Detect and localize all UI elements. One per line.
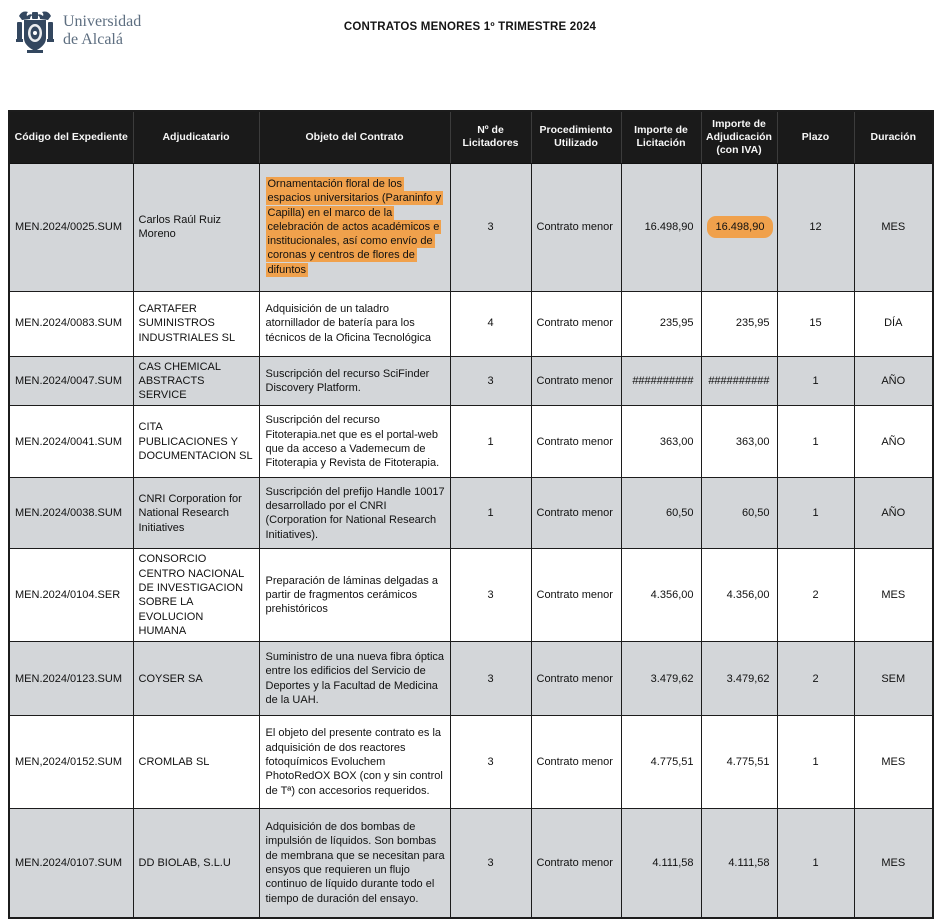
cell-text: 2 xyxy=(812,672,819,685)
cell-importe_licitacion xyxy=(621,716,701,809)
column-header: Importe de Adjudicación (con IVA) xyxy=(701,111,777,163)
cell-duracion xyxy=(854,406,933,478)
cell-codigo xyxy=(9,291,133,356)
cell-procedimiento xyxy=(531,163,621,291)
cell-text: 363,00 xyxy=(659,435,694,448)
cell-licitadores xyxy=(450,163,531,291)
cell-text: Adquisición de dos bombas de impulsión de líquidos. Son bombas de membrana que se necesitan para ensyos que requieren un flujo continuo de líquido durante todo el tiempo de duración del ensayo. xyxy=(265,821,445,905)
cell-licitadores xyxy=(450,642,531,716)
cell-adjudicatario xyxy=(133,406,259,478)
cell-licitadores xyxy=(450,549,531,642)
cell-duracion xyxy=(854,642,933,716)
column-header: Importe de Licitación xyxy=(621,111,701,163)
cell-text: DD BIOLAB, S.L.U xyxy=(138,856,231,869)
cell-adjudicatario xyxy=(133,716,259,809)
table-row xyxy=(9,809,933,918)
cell-importe_licitacion xyxy=(621,478,701,549)
cell-importe_licitacion xyxy=(621,291,701,356)
cell-text: 16.498,90 xyxy=(707,216,774,238)
cell-text: 235,95 xyxy=(735,317,770,330)
cell-text: Contrato menor xyxy=(536,672,613,685)
cell-licitadores xyxy=(450,478,531,549)
cell-plazo xyxy=(777,406,854,478)
cell-text: SEM xyxy=(881,672,906,685)
cell-codigo xyxy=(9,478,133,549)
table-body xyxy=(9,163,933,918)
cell-objeto xyxy=(259,716,450,809)
table-row xyxy=(9,478,933,549)
cell-text: 60,50 xyxy=(741,507,770,520)
university-name-line1: Universidad xyxy=(63,13,142,30)
cell-procedimiento xyxy=(531,549,621,642)
cell-importe_licitacion xyxy=(621,356,701,406)
cell-procedimiento xyxy=(531,716,621,809)
cell-text: AÑO xyxy=(881,374,906,387)
cell-text: CAS CHEMICAL ABSTRACTS SERVICE xyxy=(138,360,221,402)
cell-text: Suscripción del recurso Fitoterapia.net que es el portal-web que da acceso a Vademecum de Fitoterapia y Revista de Fitoterapia. xyxy=(265,414,440,470)
cell-duracion xyxy=(854,291,933,356)
cell-adjudicatario xyxy=(133,478,259,549)
cell-plazo xyxy=(777,716,854,809)
cell-codigo xyxy=(9,406,133,478)
cell-plazo xyxy=(777,291,854,356)
cell-duracion xyxy=(854,809,933,918)
cell-text: AÑO xyxy=(881,435,906,448)
cell-licitadores xyxy=(450,356,531,406)
cell-plazo xyxy=(777,163,854,291)
cell-text: MEN.2024/0038.SUM xyxy=(15,507,122,520)
cell-codigo xyxy=(9,549,133,642)
cell-codigo xyxy=(9,716,133,809)
cell-text: Contrato menor xyxy=(536,435,613,448)
cell-text: CITA PUBLICACIONES Y DOCUMENTACION SL xyxy=(138,421,253,463)
cell-text: 3.479,62 xyxy=(726,672,770,685)
cell-text: Adquisición de un taladro atornillador de batería para los técnicos de la Oficina Tecnológica xyxy=(265,303,432,344)
cell-text: 3 xyxy=(487,589,494,602)
cell-adjudicatario xyxy=(133,809,259,918)
cell-text: ########## xyxy=(632,374,694,387)
cell-plazo xyxy=(777,809,854,918)
cell-text: MEN.2024/0083.SUM xyxy=(15,317,122,330)
column-header: Duración xyxy=(854,111,933,163)
cell-plazo xyxy=(777,549,854,642)
cell-objeto xyxy=(259,406,450,478)
table-header-row xyxy=(9,111,933,163)
cell-text: 4.775,51 xyxy=(726,756,770,769)
cell-text: MES xyxy=(881,220,906,233)
cell-text: 4.111,58 xyxy=(652,856,694,869)
cell-objeto xyxy=(259,642,450,716)
page-title: CONTRATOS MENORES 1º TRIMESTRE 2024 xyxy=(343,21,597,33)
cell-text: 2 xyxy=(812,589,819,602)
cell-text: 16.498,90 xyxy=(644,220,694,233)
cell-text: Contrato menor xyxy=(536,856,613,869)
cell-procedimiento xyxy=(531,406,621,478)
cell-objeto xyxy=(259,478,450,549)
cell-codigo xyxy=(9,809,133,918)
cell-text: COYSER SA xyxy=(138,672,203,685)
cell-adjudicatario xyxy=(133,356,259,406)
cell-text: MEN.2024/0041.SUM xyxy=(15,435,122,448)
cell-text: 1 xyxy=(487,507,494,520)
cell-licitadores xyxy=(450,809,531,918)
cell-text: CROMLAB SL xyxy=(138,756,210,769)
university-name-line2: de Alcalá xyxy=(63,31,123,49)
cell-plazo xyxy=(777,356,854,406)
cell-importe_adjudicacion xyxy=(701,809,777,918)
cell-importe_licitacion xyxy=(621,163,701,291)
cell-importe_licitacion xyxy=(621,549,701,642)
cell-text: 4.356,00 xyxy=(650,589,694,602)
cell-text: MES xyxy=(881,589,906,602)
cell-text: 3 xyxy=(487,220,494,233)
cell-objeto xyxy=(259,163,450,291)
cell-text: DÍA xyxy=(884,317,903,330)
cell-text: 4.111,58 xyxy=(728,856,770,869)
cell-text: 3 xyxy=(487,756,494,769)
cell-adjudicatario xyxy=(133,163,259,291)
contracts-table xyxy=(8,110,934,919)
cell-text: 1 xyxy=(812,435,819,448)
cell-importe_adjudicacion xyxy=(701,716,777,809)
cell-text: Contrato menor xyxy=(536,220,613,233)
cell-text: CONSORCIO CENTRO NACIONAL DE INVESTIGACION SOBRE LA EVOLUCION HUMANA xyxy=(138,553,244,637)
cell-text: 12 xyxy=(809,220,822,233)
cell-text: 4.356,00 xyxy=(726,589,770,602)
column-header: Adjudicatario xyxy=(133,111,259,163)
cell-text: 3 xyxy=(487,856,494,869)
cell-text: MEN.2024/0104.SER xyxy=(15,589,121,602)
table-row xyxy=(9,291,933,356)
table-row xyxy=(9,406,933,478)
column-header: Código del Expediente xyxy=(9,111,133,163)
cell-text: ########## xyxy=(708,374,770,387)
cell-text: AÑO xyxy=(881,507,906,520)
cell-duracion xyxy=(854,549,933,642)
cell-text: 1 xyxy=(487,435,494,448)
cell-text: 15 xyxy=(809,317,822,330)
cell-text: CARTAFER SUMINISTROS INDUSTRIALES SL xyxy=(138,303,236,344)
table-row xyxy=(9,716,933,809)
cell-text: MEN.2024/0107.SUM xyxy=(15,856,122,869)
cell-text: 3 xyxy=(487,374,494,387)
cell-text: 1 xyxy=(812,374,819,387)
cell-licitadores xyxy=(450,291,531,356)
cell-text: MES xyxy=(881,856,906,869)
cell-importe_licitacion xyxy=(621,642,701,716)
cell-plazo xyxy=(777,642,854,716)
cell-text: 60,50 xyxy=(665,507,694,520)
cell-text: 363,00 xyxy=(735,435,770,448)
cell-text: Ornamentación floral de los espacios universitarios (Paraninfo y Capilla) en el marco de la celebración de actos académicos e institucionales, así como envío de coronas y centros de flores de difuntos xyxy=(267,177,442,276)
cell-duracion xyxy=(854,478,933,549)
cell-importe_adjudicacion xyxy=(701,163,777,291)
cell-plazo xyxy=(777,478,854,549)
cell-objeto xyxy=(259,356,450,406)
cell-text: Contrato menor xyxy=(536,374,613,387)
cell-text: Suscripción del recurso SciFinder Discovery Platform. xyxy=(265,367,430,394)
cell-text: Contrato menor xyxy=(536,756,613,769)
cell-procedimiento xyxy=(531,809,621,918)
cell-text: Carlos Raúl Ruiz Moreno xyxy=(138,213,222,240)
cell-text: MEN,2024/0152.SUM xyxy=(15,756,122,769)
cell-duracion xyxy=(854,163,933,291)
cell-text: El objeto del presente contrato es la adquisición de dos reactores fotoquímicos Evoluchem PhotoRedOX BOX (con y sin control de Tª) con accesorios requeridos. xyxy=(265,727,443,797)
cell-text: 235,95 xyxy=(659,317,694,330)
cell-importe_licitacion xyxy=(621,406,701,478)
cell-text: 1 xyxy=(812,856,819,869)
cell-duracion xyxy=(854,356,933,406)
cell-text: Suministro de una nueva fibra óptica entre los edificios del Servicio de Deportes y la Facultad de Medicina de la UAH. xyxy=(265,651,445,706)
cell-text: Contrato menor xyxy=(536,317,613,330)
cell-text: Contrato menor xyxy=(536,507,613,520)
table-row xyxy=(9,356,933,406)
cell-procedimiento xyxy=(531,291,621,356)
table-row xyxy=(9,549,933,642)
cell-text: MES xyxy=(881,756,906,769)
cell-procedimiento xyxy=(531,356,621,406)
table-header xyxy=(9,111,933,163)
cell-text: 3 xyxy=(487,672,494,685)
cell-codigo xyxy=(9,356,133,406)
cell-text: Suscripción del prefijo Handle 10017 desarrollado por el CNRI (Corporation for National Research Initiatives). xyxy=(265,485,445,541)
cell-text: MEN.2024/0025.SUM xyxy=(15,220,122,233)
cell-duracion xyxy=(854,716,933,809)
cell-text: 3.479,62 xyxy=(650,672,694,685)
cell-procedimiento xyxy=(531,642,621,716)
table-row xyxy=(9,642,933,716)
column-header: Procedimiento Utilizado xyxy=(531,111,621,163)
column-header: Nº de Licitadores xyxy=(450,111,531,163)
cell-text: 1 xyxy=(812,756,819,769)
cell-licitadores xyxy=(450,716,531,809)
document-header xyxy=(0,0,940,110)
cell-objeto xyxy=(259,549,450,642)
cell-objeto xyxy=(259,809,450,918)
column-header: Plazo xyxy=(777,111,854,163)
cell-codigo xyxy=(9,642,133,716)
cell-text: MEN.2024/0123.SUM xyxy=(15,672,122,685)
cell-importe_adjudicacion xyxy=(701,478,777,549)
cell-procedimiento xyxy=(531,478,621,549)
cell-codigo xyxy=(9,163,133,291)
cell-text: 1 xyxy=(812,507,819,520)
cell-text: MEN.2024/0047.SUM xyxy=(15,374,122,387)
cell-licitadores xyxy=(450,406,531,478)
cell-text: 4.775,51 xyxy=(650,756,694,769)
cell-objeto xyxy=(259,291,450,356)
cell-text: Contrato menor xyxy=(536,589,613,602)
cell-adjudicatario xyxy=(133,642,259,716)
column-header: Objeto del Contrato xyxy=(259,111,450,163)
cell-text: Preparación de láminas delgadas a partir de fragmentos cerámicos prehistóricos xyxy=(265,574,438,616)
cell-adjudicatario xyxy=(133,549,259,642)
cell-importe_adjudicacion xyxy=(701,406,777,478)
cell-importe_licitacion xyxy=(621,809,701,918)
cell-importe_adjudicacion xyxy=(701,356,777,406)
table-row xyxy=(9,163,933,291)
cell-importe_adjudicacion xyxy=(701,549,777,642)
cell-importe_adjudicacion xyxy=(701,291,777,356)
cell-text: 4 xyxy=(487,317,494,330)
cell-importe_adjudicacion xyxy=(701,642,777,716)
cell-text: CNRI Corporation for National Research Initiatives xyxy=(138,492,242,534)
cell-adjudicatario xyxy=(133,291,259,356)
